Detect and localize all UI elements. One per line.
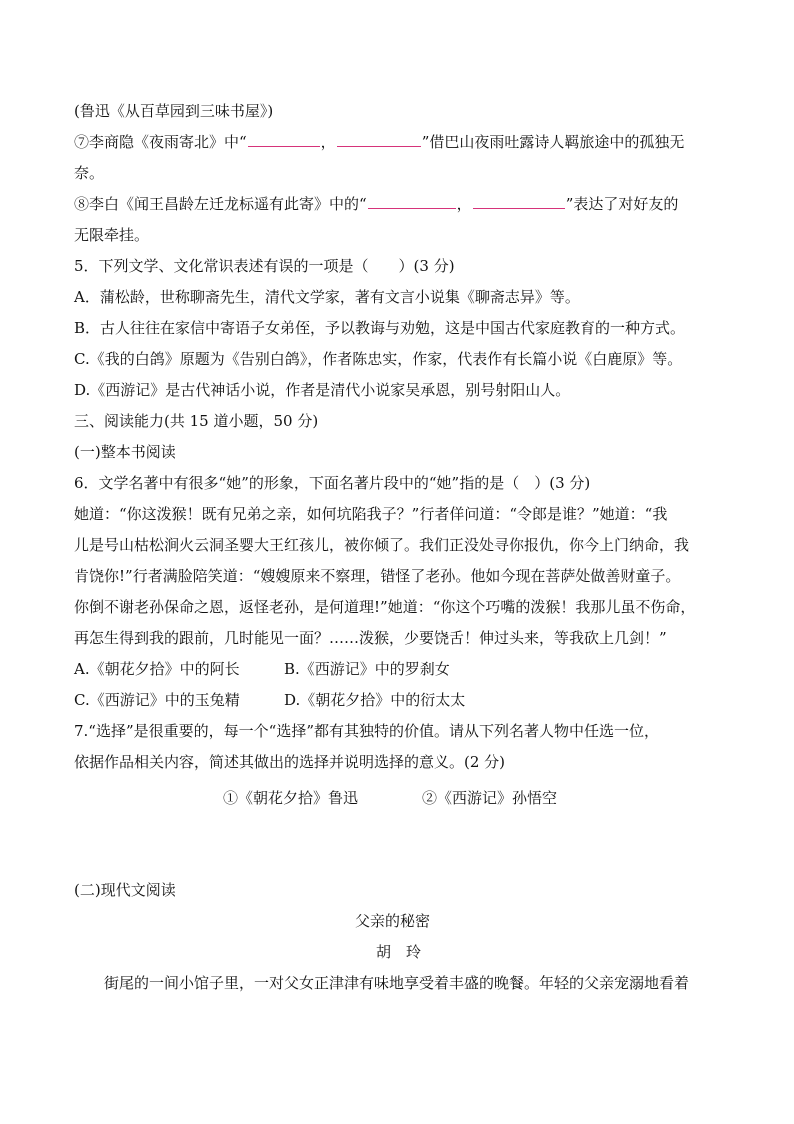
q6-source-line: (鲁迅《从百草园到三味书屋》)	[74, 102, 274, 120]
q6-passage-line: 她道：“你这泼猴！既有兄弟之亲，如何坑陷我子？”行者佯问道：“令郎是谁？”她道：“我	[74, 505, 668, 523]
q-item-8	[74, 194, 678, 214]
q-item-7-sep: ，	[320, 133, 336, 151]
q-item-7	[74, 132, 684, 152]
section-heading: 三、阅读能力(共 15 道小题，50 分)	[74, 412, 319, 430]
q-item-8-cont: 无限牵挂。	[74, 226, 150, 244]
q-item-7-lead: ⑦李商隐《夜雨寄北》中“	[74, 133, 247, 151]
q-item-7-cont: 奈。	[74, 164, 105, 182]
q5-option-a: A．蒲松龄，世称聊斋先生，清代文学家，著有文言小说集《聊斋志异》等。	[74, 288, 580, 306]
q6-option-b: B.《西游记》中的罗刹女	[284, 660, 450, 678]
q6-stem: 6．文学名著中有很多“她”的形象，下面名著片段中的“她”指的是（ ）(3 分)	[74, 474, 591, 492]
q-item-8-sep: ，	[456, 195, 472, 213]
q5-option-b: B．古人往往在家信中寄语子女弟侄，予以教诲与劝勉，这是中国古代家庭教育的一种方式。	[74, 319, 686, 337]
part-heading-modern-reading: (二)现代文阅读	[74, 881, 176, 899]
q-item-7-tail: ”借巴山夜雨吐露诗人羁旅途中的孤独无	[421, 133, 685, 151]
q7-stem-line1: 7.“选择”是很重要的，每一个“选择”都有其独特的价值。请从下列名著人物中任选一位，	[74, 722, 659, 740]
q7-choice-1: ①《朝花夕拾》鲁迅	[223, 789, 359, 807]
article-title: 父亲的秘密	[355, 912, 431, 930]
article-paragraph-line: 街尾的一间小馆子里，一对父女正津津有味地享受着丰盛的晚餐。年轻的父亲宠溺地看着	[104, 974, 690, 992]
q7-choice-2: ②《西游记》孙悟空	[422, 789, 558, 807]
q6-option-d: D.《朝花夕拾》中的衍太太	[284, 691, 466, 709]
answer-blank[interactable]	[248, 132, 320, 147]
q6-passage-line: 你倒不谢老孙保命之恩，返怪老孙，是何道理!”她道：“你这个巧嘴的泼猴！我那儿虽不伤命，	[74, 598, 696, 616]
q6-option-c: C.《西游记》中的玉兔精	[74, 691, 240, 709]
q6-passage-line: 儿是号山枯松涧火云洞圣婴大王红孩儿，被你倾了。我们正没处寻你报仇，你今上门纳命，我	[74, 536, 690, 554]
q6-passage-line: 再怎生得到我的跟前，几时能见一面？……泼猴，少要饶舌！伸过头来，等我砍上几剑！”	[74, 629, 667, 647]
article-author: 胡 玲	[376, 943, 422, 961]
answer-blank[interactable]	[337, 132, 421, 147]
q-item-8-lead: ⑧李白《闻王昌龄左迁龙标遥有此寄》中的“	[74, 195, 367, 213]
q5-stem: 5．下列文学、文化常识表述有误的一项是（ ）(3 分)	[74, 257, 455, 275]
q6-option-a: A.《朝花夕拾》中的阿长	[74, 660, 240, 678]
answer-blank[interactable]	[473, 194, 565, 209]
q5-option-c: C.《我的白鸽》原题为《告别白鸽》，作者陈忠实，作家，代表作有长篇小说《白鹿原》等。	[74, 350, 683, 368]
q-item-8-tail: ”表达了对好友的	[565, 195, 679, 213]
q6-passage-line: 肯饶你!”行者满脸陪笑道：“嫂嫂原来不察理，错怪了老孙。他如今现在菩萨处做善财童子。	[74, 567, 681, 585]
part-heading-whole-book: (一)整本书阅读	[74, 443, 176, 461]
answer-blank[interactable]	[368, 194, 456, 209]
q5-option-d: D.《西游记》是古代神话小说，作者是清代小说家吴承恩，别号射阳山人。	[74, 381, 571, 399]
q7-stem-line2: 依据作品相关内容，简述其做出的选择并说明选择的意义。(2 分)	[74, 753, 506, 771]
